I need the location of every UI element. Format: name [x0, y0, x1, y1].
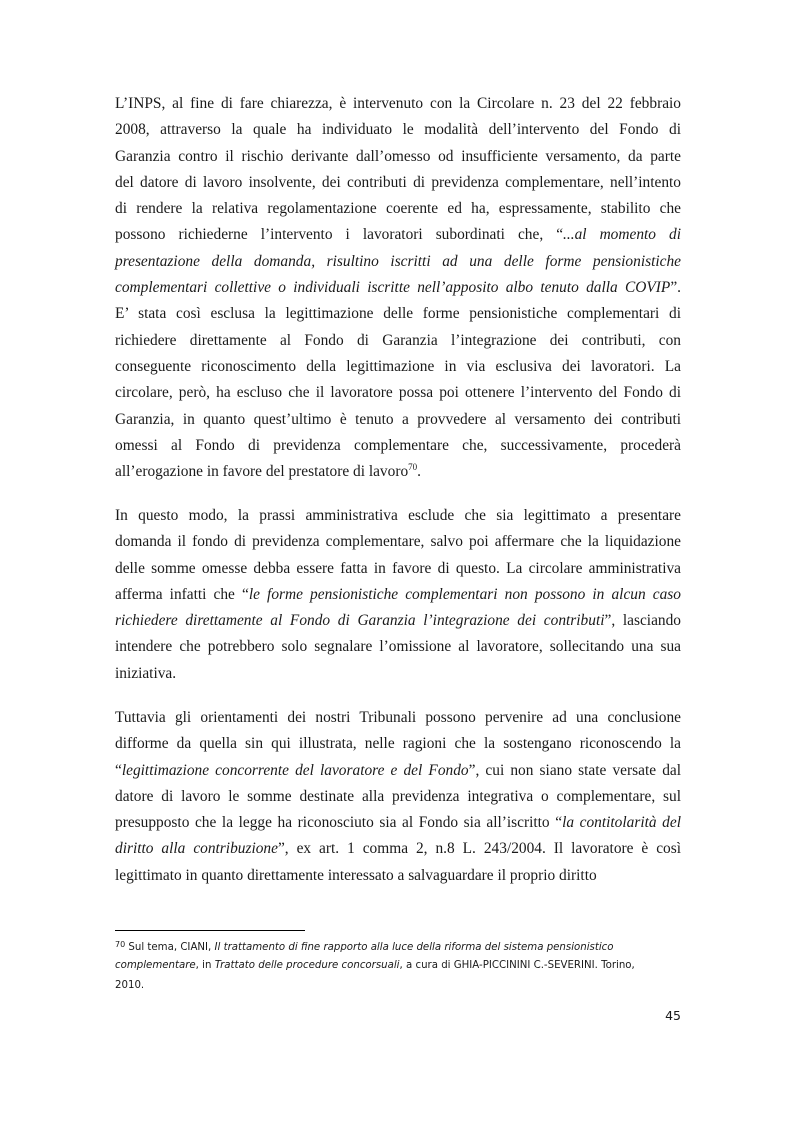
italic-text: presentazione della domanda, risultino iscritti ad una delle forme pensionistiche: [115, 252, 681, 270]
text-run: legittimato in quanto direttamente interessato a salvaguardare il proprio diritto: [115, 866, 597, 884]
footnote-reference: 70: [408, 462, 418, 473]
text-run: E’ stata così esclusa la legittimazione delle forme pensionistiche complementari di: [115, 305, 681, 323]
text-line: [115, 705, 681, 731]
text-line: [115, 328, 681, 354]
text-run: ”, ex art. 1 comma 2, n.8 L. 243/2004. Il lavoratore è così: [277, 840, 681, 858]
footnote-separator: [115, 930, 305, 931]
text-line: [115, 407, 681, 433]
italic-text: diritto alla contribuzione: [115, 840, 278, 858]
italic-text: la contitolarità del: [562, 814, 681, 832]
text-run: omessi al Fondo di previdenza complementare che, successivamente, procederà: [115, 436, 681, 454]
footnote-number: 70: [115, 940, 126, 949]
text-run: Sul tema, CIANI,: [125, 942, 215, 953]
text-line: [115, 529, 681, 555]
text-run: In questo modo, la prassi amministrativa esclude che sia legittimato a presentare: [115, 507, 681, 524]
text-line: [115, 222, 681, 248]
text-line: [115, 634, 681, 660]
italic-text: ...al momento di: [563, 226, 681, 244]
text-run: ”, lasciando: [604, 612, 681, 630]
text-run: Garanzia contro il rischio derivante dall’omesso od insufficiente versamento, da parte: [115, 147, 681, 165]
text-line: [115, 275, 681, 301]
text-run: ”.: [670, 279, 681, 297]
italic-text: legittimazione concorrente del lavoratore e del Fondo: [121, 761, 469, 779]
paragraph-1: [115, 91, 681, 485]
text-line: [115, 836, 681, 862]
text-line: [115, 661, 681, 687]
italic-text: complementare: [115, 959, 196, 971]
text-run: 2008, attraverso la quale ha individuato le modalità dell’intervento del Fondo di: [115, 121, 681, 139]
italic-text: Il trattamento di fine rapporto alla luce della riforma del sistema pensionistico: [214, 942, 614, 953]
text-run: richiedere direttamente al Fondo di Garanzia l’integrazione dei contributi, con: [115, 331, 681, 349]
text-run: afferma infatti che “: [115, 585, 249, 603]
text-run: possono richiederne l’intervento i lavoratori subordinati che, “: [115, 226, 564, 244]
text-run: , in: [195, 959, 215, 971]
text-run: presupposto che la legge ha riconosciuto sia al Fondo sia all’iscritto “: [115, 814, 563, 832]
text-line: [115, 784, 681, 810]
text-run: del datore di lavoro insolvente, dei contributi di previdenza complementare, nell’intento: [115, 173, 681, 191]
text-line: [115, 459, 681, 485]
text-run: , a cura di GHIA-PICCININI C.-SEVERINI. Torino,: [399, 959, 635, 971]
text-run: L’INPS, al fine di fare chiarezza, è intervenuto con la Circolare n. 23 del 22 febbraio: [115, 95, 681, 112]
italic-text: complementari collettive o individuali iscritte nell’apposito albo tenuto dalla COVIP: [115, 279, 671, 297]
text-line: [115, 810, 681, 836]
text-line: [115, 556, 681, 582]
text-line: [115, 91, 681, 117]
paragraph-2: [115, 503, 681, 687]
text-run: 2010.: [115, 980, 145, 991]
text-run: domanda il fondo di previdenza complementare, salvo poi affermare che la liquidazione: [115, 533, 681, 551]
text-run: Garanzia, in quanto quest’ultimo è tenuto a provvedere al versamento dei contributi: [115, 410, 681, 428]
text-line: [115, 380, 681, 406]
text-line: [115, 731, 681, 757]
text-line: [115, 503, 681, 529]
text-line: [115, 170, 681, 196]
text-line: [115, 117, 681, 143]
text-line: [115, 433, 681, 459]
paragraph-3: [115, 705, 681, 889]
text-run: difforme da quella sin qui illustrata, nelle ragioni che la sostengano riconoscendo la: [115, 735, 681, 753]
text-run: di rendere la relativa regolamentazione coerente ed ha, espressamente, stabilito che: [115, 200, 681, 218]
text-line: [115, 301, 681, 327]
text-run: conseguente riconoscimento della legittimazione in via esclusiva dei lavoratori. La: [115, 357, 681, 375]
text-line: [115, 144, 681, 170]
text-run: intendere che potrebbero solo segnalare l’omissione al lavoratore, sollecitando una sua: [115, 638, 681, 656]
text-run: .: [417, 463, 422, 481]
text-line: [115, 863, 681, 889]
text-line: [115, 758, 681, 784]
text-run: “: [115, 761, 122, 779]
text-line: [115, 249, 681, 275]
text-run: all’erogazione in favore del prestatore di lavoro: [115, 463, 409, 481]
italic-text: Trattato delle procedure concorsuali: [214, 959, 400, 971]
text-run: datore di lavoro le somme destinate alla previdenza integrativa o complementare, sul: [115, 787, 681, 805]
text-line: [115, 935, 681, 956]
text-run: Tuttavia gli orientamenti dei nostri Tribunali possono pervenire ad una conclusione: [115, 709, 681, 726]
text-run: delle somme omesse debba essere fatta in favore di questo. La circolare amministrativa: [115, 559, 681, 577]
text-line: [115, 354, 681, 380]
text-line: [115, 608, 681, 634]
text-line: [115, 582, 681, 608]
text-run: circolare, però, ha escluso che il lavoratore possa poi ottenere l’intervento del Fondo di: [115, 384, 681, 402]
text-line: [115, 196, 681, 222]
italic-text: richiedere direttamente al Fondo di Garanzia l’integrazione dei contributi: [115, 612, 605, 630]
page-number: 45: [665, 1008, 681, 1023]
text-line: [115, 956, 681, 977]
italic-text: le forme pensionistiche complementari non possono in alcun caso: [248, 585, 681, 603]
text-run: ”, cui non siano state versate dal: [468, 761, 681, 779]
text-line: [115, 976, 681, 997]
footnote-70: [115, 935, 681, 997]
text-run: iniziativa.: [115, 664, 177, 682]
